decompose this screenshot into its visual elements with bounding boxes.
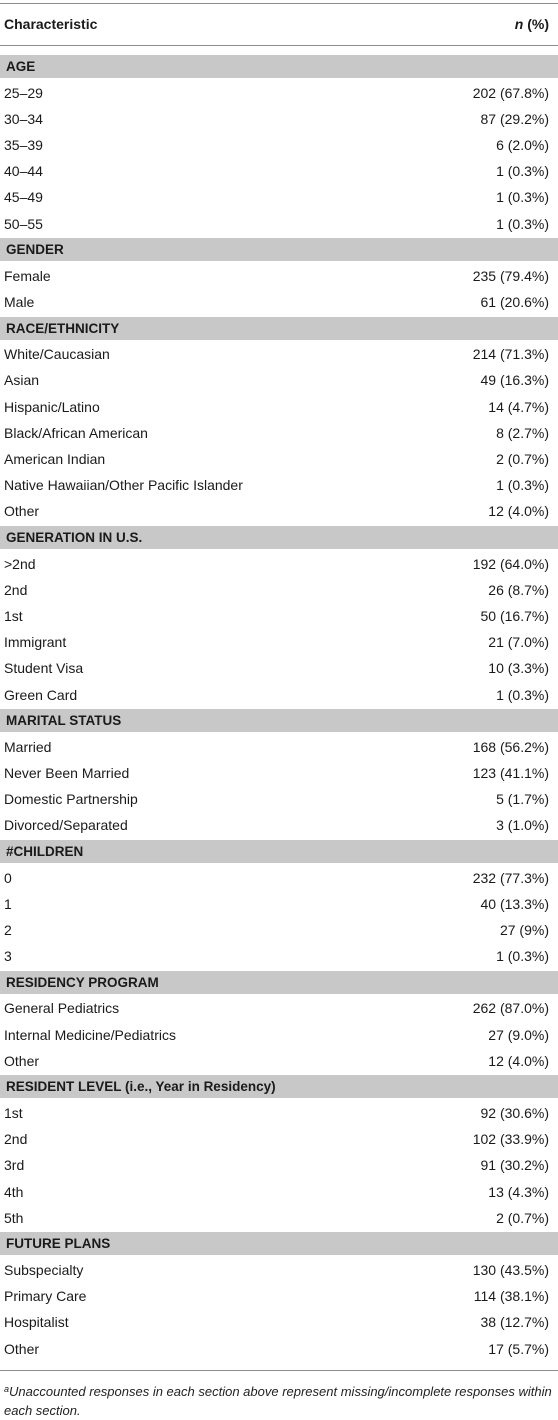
table-bottom-rule — [0, 1370, 558, 1371]
row-label: 5th — [4, 1209, 24, 1226]
row-label: 40–44 — [4, 163, 43, 180]
table-row — [0, 132, 558, 158]
row-value: 13 (4.3%) — [488, 1183, 549, 1200]
table-row — [0, 1048, 558, 1074]
section-title: #CHILDREN — [6, 844, 84, 859]
table-row — [0, 1205, 558, 1231]
table-row — [0, 211, 558, 237]
n-symbol: n — [514, 16, 524, 32]
table-row — [0, 734, 558, 760]
table-row — [0, 420, 558, 446]
table-row — [0, 655, 558, 681]
section-header — [0, 317, 558, 340]
row-label: General Pediatrics — [4, 1000, 120, 1017]
row-value: 17 (5.7%) — [488, 1340, 549, 1357]
row-value: 14 (4.7%) — [488, 398, 549, 415]
row-value: 1 (0.3%) — [496, 163, 549, 180]
table-row — [0, 1100, 558, 1126]
table-row — [0, 629, 558, 655]
row-label: Internal Medicine/Pediatrics — [4, 1026, 176, 1043]
row-label: Primary Care — [4, 1288, 87, 1305]
row-value: 27 (9%) — [499, 921, 549, 938]
section-header — [0, 840, 558, 863]
section-title: GENDER — [6, 242, 64, 258]
row-value: 1 (0.3%) — [496, 215, 549, 232]
table-row — [0, 1309, 558, 1335]
row-label: Other — [4, 503, 40, 520]
row-value: 38 (12.7%) — [480, 1314, 549, 1331]
row-value: 5 (1.7%) — [496, 791, 549, 808]
row-value: 3 (1.0%) — [496, 817, 549, 834]
table-row — [0, 367, 558, 393]
footnote-text: Unaccounted responses in each section above represent missing/incomplete responses within each section. — [4, 1384, 552, 1418]
row-value: 49 (16.3%) — [480, 372, 549, 389]
table-row — [0, 682, 558, 708]
row-value: 12 (4.0%) — [488, 503, 549, 520]
row-label: Other — [4, 1052, 40, 1069]
row-value: 92 (30.6%) — [480, 1104, 549, 1121]
table-row — [0, 551, 558, 577]
header-bottom-rule — [0, 45, 558, 46]
row-value: 27 (9.0%) — [488, 1026, 549, 1043]
section-title: AGE — [6, 59, 36, 74]
row-label: 2 — [4, 921, 12, 938]
table-header-row — [0, 4, 558, 44]
row-value: 1 (0.3%) — [496, 686, 549, 703]
row-value: 262 (87.0%) — [472, 1000, 549, 1017]
table-row — [0, 1283, 558, 1309]
row-value: 61 (20.6%) — [480, 293, 549, 310]
row-label: Subspecialty — [4, 1261, 84, 1278]
row-value: 214 (71.3%) — [472, 346, 549, 363]
row-label: Asian — [4, 372, 40, 389]
table-row — [0, 184, 558, 210]
row-value: 202 (67.8%) — [472, 84, 549, 101]
row-value: 6 (2.0%) — [496, 136, 549, 153]
column-header-characteristic: Characteristic — [4, 16, 98, 32]
row-value: 114 (38.1%) — [473, 1288, 549, 1305]
table-row — [0, 1152, 558, 1178]
table-row — [0, 1022, 558, 1048]
row-value: 102 (33.9%) — [472, 1131, 549, 1148]
row-label: 2nd — [4, 581, 28, 598]
section-title: RESIDENCY PROGRAM — [6, 974, 159, 990]
row-label: Never Been Married — [4, 764, 130, 781]
row-label: 1 — [4, 895, 12, 912]
table-row — [0, 812, 558, 838]
section-title: RESIDENT LEVEL (i.e., Year in Residency) — [6, 1079, 276, 1095]
row-label: Immigrant — [4, 634, 67, 651]
section-title: GENERATION IN U.S. — [6, 530, 143, 545]
table-row — [0, 943, 558, 969]
section-header — [0, 971, 558, 994]
table-row — [0, 472, 558, 498]
row-label: Female — [4, 267, 51, 284]
row-label: Student Visa — [4, 660, 84, 677]
row-value: 26 (8.7%) — [488, 581, 549, 598]
section-header — [0, 526, 558, 549]
row-value: 232 (77.3%) — [472, 869, 549, 886]
table-row — [0, 158, 558, 184]
row-label: 0 — [4, 869, 12, 886]
table-row — [0, 1336, 558, 1362]
table-row — [0, 341, 558, 367]
row-value: 130 (43.5%) — [472, 1261, 549, 1278]
row-label: Other — [4, 1340, 40, 1357]
table-row — [0, 603, 558, 629]
row-label: White/Caucasian — [4, 346, 110, 363]
row-label: Native Hawaiian/Other Pacific Islander — [4, 477, 243, 494]
row-label: 2nd — [4, 1131, 28, 1148]
row-value: 168 (56.2%) — [472, 738, 549, 755]
row-label: 25–29 — [4, 84, 43, 101]
section-header — [0, 55, 558, 78]
row-value: 1 (0.3%) — [496, 477, 549, 494]
row-label: Hispanic/Latino — [4, 398, 100, 415]
table-row — [0, 1179, 558, 1205]
table-row — [0, 289, 558, 315]
section-header — [0, 709, 558, 732]
section-title: RACE/ETHNICITY — [6, 320, 120, 336]
row-label: Domestic Partnership — [4, 791, 138, 808]
section-title: FUTURE PLANS — [6, 1236, 111, 1252]
section-header — [0, 1075, 558, 1098]
table-row — [0, 446, 558, 472]
row-label: Divorced/Separated — [4, 817, 128, 834]
row-value: 123 (41.1%) — [472, 764, 549, 781]
row-label: Black/African American — [4, 424, 148, 441]
row-label: >2nd — [4, 555, 36, 572]
table-row — [0, 80, 558, 106]
row-value: 40 (13.3%) — [480, 895, 549, 912]
row-label: 1st — [4, 1104, 23, 1121]
row-value: 192 (64.0%) — [472, 555, 549, 572]
table-row — [0, 394, 558, 420]
row-label: 35–39 — [4, 136, 43, 153]
row-label: 4th — [4, 1183, 24, 1200]
table-row — [0, 106, 558, 132]
row-value: 10 (3.3%) — [488, 660, 549, 677]
column-header-n-percent — [515, 4, 549, 44]
table-row — [0, 760, 558, 786]
section-header — [0, 238, 558, 261]
footnote — [4, 1380, 552, 1420]
row-value: 235 (79.4%) — [472, 267, 549, 284]
table-row — [0, 577, 558, 603]
row-label: 3rd — [4, 1157, 25, 1174]
row-label: 1st — [4, 607, 23, 624]
row-label: 30–34 — [4, 110, 43, 127]
table-row — [0, 1257, 558, 1283]
table-row — [0, 917, 558, 943]
row-value: 91 (30.2%) — [480, 1157, 549, 1174]
table-row — [0, 786, 558, 812]
table-row — [0, 263, 558, 289]
table-row — [0, 498, 558, 524]
row-value: 1 (0.3%) — [496, 948, 549, 965]
footnote-marker: a — [4, 1384, 10, 1394]
row-label: Married — [4, 738, 52, 755]
percent-symbol: (%) — [523, 16, 549, 32]
table-row — [0, 891, 558, 917]
table-row — [0, 1126, 558, 1152]
table-row — [0, 865, 558, 891]
row-label: American Indian — [4, 450, 106, 467]
row-label: Male — [4, 293, 35, 310]
row-label: 50–55 — [4, 215, 43, 232]
row-label: 45–49 — [4, 189, 43, 206]
section-header — [0, 1232, 558, 1255]
row-value: 2 (0.7%) — [496, 1209, 549, 1226]
row-label: 3 — [4, 948, 12, 965]
row-value: 12 (4.0%) — [488, 1052, 549, 1069]
row-value: 1 (0.3%) — [496, 189, 549, 206]
row-value: 8 (2.7%) — [496, 424, 549, 441]
section-title: MARITAL STATUS — [6, 713, 122, 729]
table-row — [0, 995, 558, 1021]
row-label: Hospitalist — [4, 1314, 69, 1331]
row-value: 50 (16.7%) — [480, 607, 549, 624]
row-label: Green Card — [4, 686, 78, 703]
row-value: 2 (0.7%) — [496, 450, 549, 467]
row-value: 21 (7.0%) — [488, 634, 549, 651]
row-value: 87 (29.2%) — [480, 110, 549, 127]
